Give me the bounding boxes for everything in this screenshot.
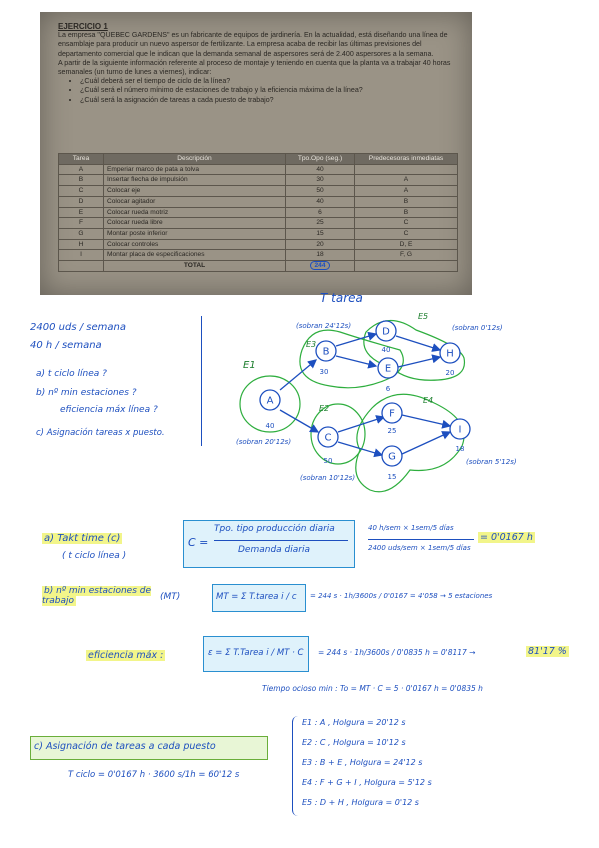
- table-cell: C: [355, 218, 458, 229]
- node-time-i: 18: [455, 445, 465, 453]
- eff-result: 81'17 %: [528, 646, 567, 657]
- node-label-d: D: [382, 326, 390, 338]
- node-time-d: 40: [381, 346, 391, 354]
- table-cell: Montar placa de especificaciones: [104, 250, 286, 261]
- table-cell: A: [355, 186, 458, 197]
- exercise-para-2: A partir de la siguiente información referente al proceso de montaje y teniendo en cuenta que la planta va a trabajar 40 horas semanales (un turno de lunes a viernes), indicar:: [58, 58, 451, 77]
- station-label-e2: E2: [319, 404, 330, 413]
- part-a-sublabel: ( t ciclo línea ): [62, 551, 127, 561]
- node-label-g: G: [388, 451, 396, 463]
- table-cell: 30: [286, 175, 355, 186]
- table-cell: E: [59, 207, 104, 218]
- total-label: TOTAL: [104, 261, 286, 272]
- assign-e4: E4 : F + G + I , Holgura = 5'12 s: [302, 778, 432, 787]
- question-b1: b) nº min estaciones ?: [36, 388, 137, 398]
- node-label-f: F: [389, 408, 395, 420]
- node-time-g: 15: [387, 473, 397, 481]
- table-cell: A: [59, 164, 104, 175]
- eff-calc: = 244 s · 1h/3600s / 0'0835 h = 0'8117 →: [318, 648, 476, 657]
- table-cell: H: [59, 239, 104, 250]
- idle-time: Tiempo ocioso min : To = MT · C = 5 · 0'0167 h = 0'0835 h: [262, 684, 483, 693]
- slack-note-e5: (sobran 0'12s): [452, 324, 503, 332]
- table-cell: B: [355, 196, 458, 207]
- table-cell: B: [59, 175, 104, 186]
- assign-e1: E1 : A , Holgura = 20'12 s: [302, 718, 406, 727]
- table-cell: F, G: [355, 250, 458, 261]
- takt-calc-num: 40 h/sem × 1sem/5 días: [368, 524, 454, 532]
- node-label-h: H: [446, 348, 454, 360]
- table-cell: 50: [286, 186, 355, 197]
- table-cell: 40: [286, 196, 355, 207]
- takt-formula-den: Demanda diaria: [238, 545, 310, 555]
- table-header: Descripción: [104, 154, 286, 165]
- assign-e3: E3 : B + E , Holgura = 24'12 s: [302, 758, 423, 767]
- arc-c-g: [338, 442, 382, 455]
- part-a-label: a) Takt time (c): [44, 533, 121, 544]
- table-cell: D, E: [355, 239, 458, 250]
- node-time-e: 6: [385, 385, 391, 393]
- tciclo-seconds: T ciclo = 0'0167 h · 3600 s/1h = 60'12 s: [68, 770, 240, 780]
- table-header: Tarea: [59, 154, 104, 165]
- takt-calc-bar: [368, 539, 474, 540]
- takt-formula-num: Tpo. tipo producción diaria: [214, 524, 335, 534]
- eff-formula: ε = Σ T.Tarea i / MT · C: [208, 648, 304, 658]
- table-cell: Insertar flecha de impulsión: [104, 175, 286, 186]
- table-cell: 6: [286, 207, 355, 218]
- table-cell: 25: [286, 218, 355, 229]
- node-time-f: 25: [387, 427, 397, 435]
- slack-note-e3: (sobran 24'12s): [296, 322, 352, 330]
- arc-a-b: [280, 360, 316, 390]
- table-cell: 18: [286, 250, 355, 261]
- node-label-b: B: [322, 346, 330, 358]
- table-header: Predecesoras inmediatas: [355, 154, 458, 165]
- takt-result: = 0'0167 h: [480, 532, 533, 543]
- takt-formula-lhs: C =: [188, 536, 209, 549]
- exercise-para-1: La empresa "QUEBEC GARDENS" es un fabricante de equipos de jardinería. En la actualidad, está diseñando una línea de ensamblaje para producir un nuevo aspersor de fertilizante. La empresa acaba de recibir las últimas previsiones del departamento comercial que le indican que la demanda semanal de aspersores será de 2.400 aspersores a la semana.: [58, 31, 448, 58]
- mt-calc: = 244 s · 1h/3600s / 0'0167 = 4'058 → 5 estaciones: [310, 592, 493, 600]
- assign-e2: E2 : C , Holgura = 10'12 s: [302, 738, 406, 747]
- arc-d-h: [396, 336, 440, 350]
- exercise-question: • ¿Cuál será la asignación de tareas a cada puesto de trabajo?: [80, 96, 458, 105]
- arc-g-i: [402, 432, 450, 454]
- node-label-i: I: [458, 424, 462, 436]
- question-c: c) Asignación tareas x puesto.: [36, 428, 165, 438]
- table-cell: B: [355, 207, 458, 218]
- exercise-question: • ¿Cuál deberá ser el tiempo de ciclo de la línea?: [80, 77, 458, 86]
- node-label-e: E: [384, 363, 392, 375]
- eff-label: eficiencia máx :: [88, 650, 164, 661]
- table-cell: Colocar agitador: [104, 196, 286, 207]
- table-cell: 40: [286, 164, 355, 175]
- slack-note-e1: (sobran 20'12s): [236, 438, 292, 446]
- total-value: 244: [286, 261, 355, 272]
- table-cell: 20: [286, 239, 355, 250]
- node-time-c: 50: [323, 457, 333, 465]
- station-label-e3: E3: [306, 340, 317, 349]
- table-cell: Colocar controles: [104, 239, 286, 250]
- table-cell: Colocar rueda libre: [104, 218, 286, 229]
- arc-e-h: [398, 357, 440, 367]
- table-cell: A: [355, 175, 458, 186]
- table-cell: G: [59, 228, 104, 239]
- given-hours: 40 h / semana: [30, 340, 102, 351]
- slack-note-e2: (sobran 10'12s): [300, 474, 356, 482]
- takt-fraction-bar: [214, 540, 348, 541]
- table-cell: I: [59, 250, 104, 261]
- station-label-e4: E4: [423, 396, 434, 405]
- question-a: a) t ciclo línea ?: [36, 369, 107, 379]
- node-label-c: C: [324, 432, 332, 444]
- table-cell: Montar poste inferior: [104, 228, 286, 239]
- assign-brace: [292, 716, 299, 816]
- mt-formula: MT = Σ T.tarea i / c: [216, 592, 297, 602]
- question-b2: eficiencia máx línea ?: [60, 405, 158, 415]
- node-time-b: 30: [319, 368, 329, 376]
- arc-b-d: [336, 334, 376, 346]
- exercise-title: EJERCICIO 1: [58, 22, 108, 31]
- node-label-a: A: [266, 395, 274, 407]
- slack-note-e4: (sobran 5'12s): [466, 458, 517, 466]
- table-cell: D: [59, 196, 104, 207]
- part-b-label: b) nº min estaciones de trabajo: [42, 586, 151, 606]
- arc-b-e: [336, 356, 376, 366]
- table-header: Tpo.Opo (seg.): [286, 154, 355, 165]
- takt-calc-den: 2400 uds/sem × 1sem/5 días: [368, 544, 471, 552]
- part-c-label: c) Asignación de tareas a cada puesto: [34, 741, 216, 752]
- arc-f-i: [402, 415, 450, 426]
- station-label-e5: E5: [418, 312, 429, 321]
- table-cell: Colocar rueda motriz: [104, 207, 286, 218]
- table-cell: C: [59, 186, 104, 197]
- exercise-question: • ¿Cuál será el número mínimo de estaciones de trabajo y la eficiencia máxima de la línea?: [80, 86, 458, 95]
- node-time-a: 40: [265, 422, 275, 430]
- total-note: T tarea: [320, 291, 363, 305]
- table-cell: Emperiar marco de pata a tolva: [104, 164, 286, 175]
- table-cell: C: [355, 228, 458, 239]
- table-cell: F: [59, 218, 104, 229]
- station-label-e1: E1: [243, 360, 256, 371]
- table-cell: 15: [286, 228, 355, 239]
- assign-e5: E5 : D + H , Holgura = 0'12 s: [302, 798, 419, 807]
- table-cell: Colocar eje: [104, 186, 286, 197]
- part-b-mt: (MT): [160, 592, 181, 602]
- node-time-h: 20: [445, 369, 455, 377]
- station-e4-outline: [356, 394, 464, 491]
- given-demand: 2400 uds / semana: [30, 322, 126, 333]
